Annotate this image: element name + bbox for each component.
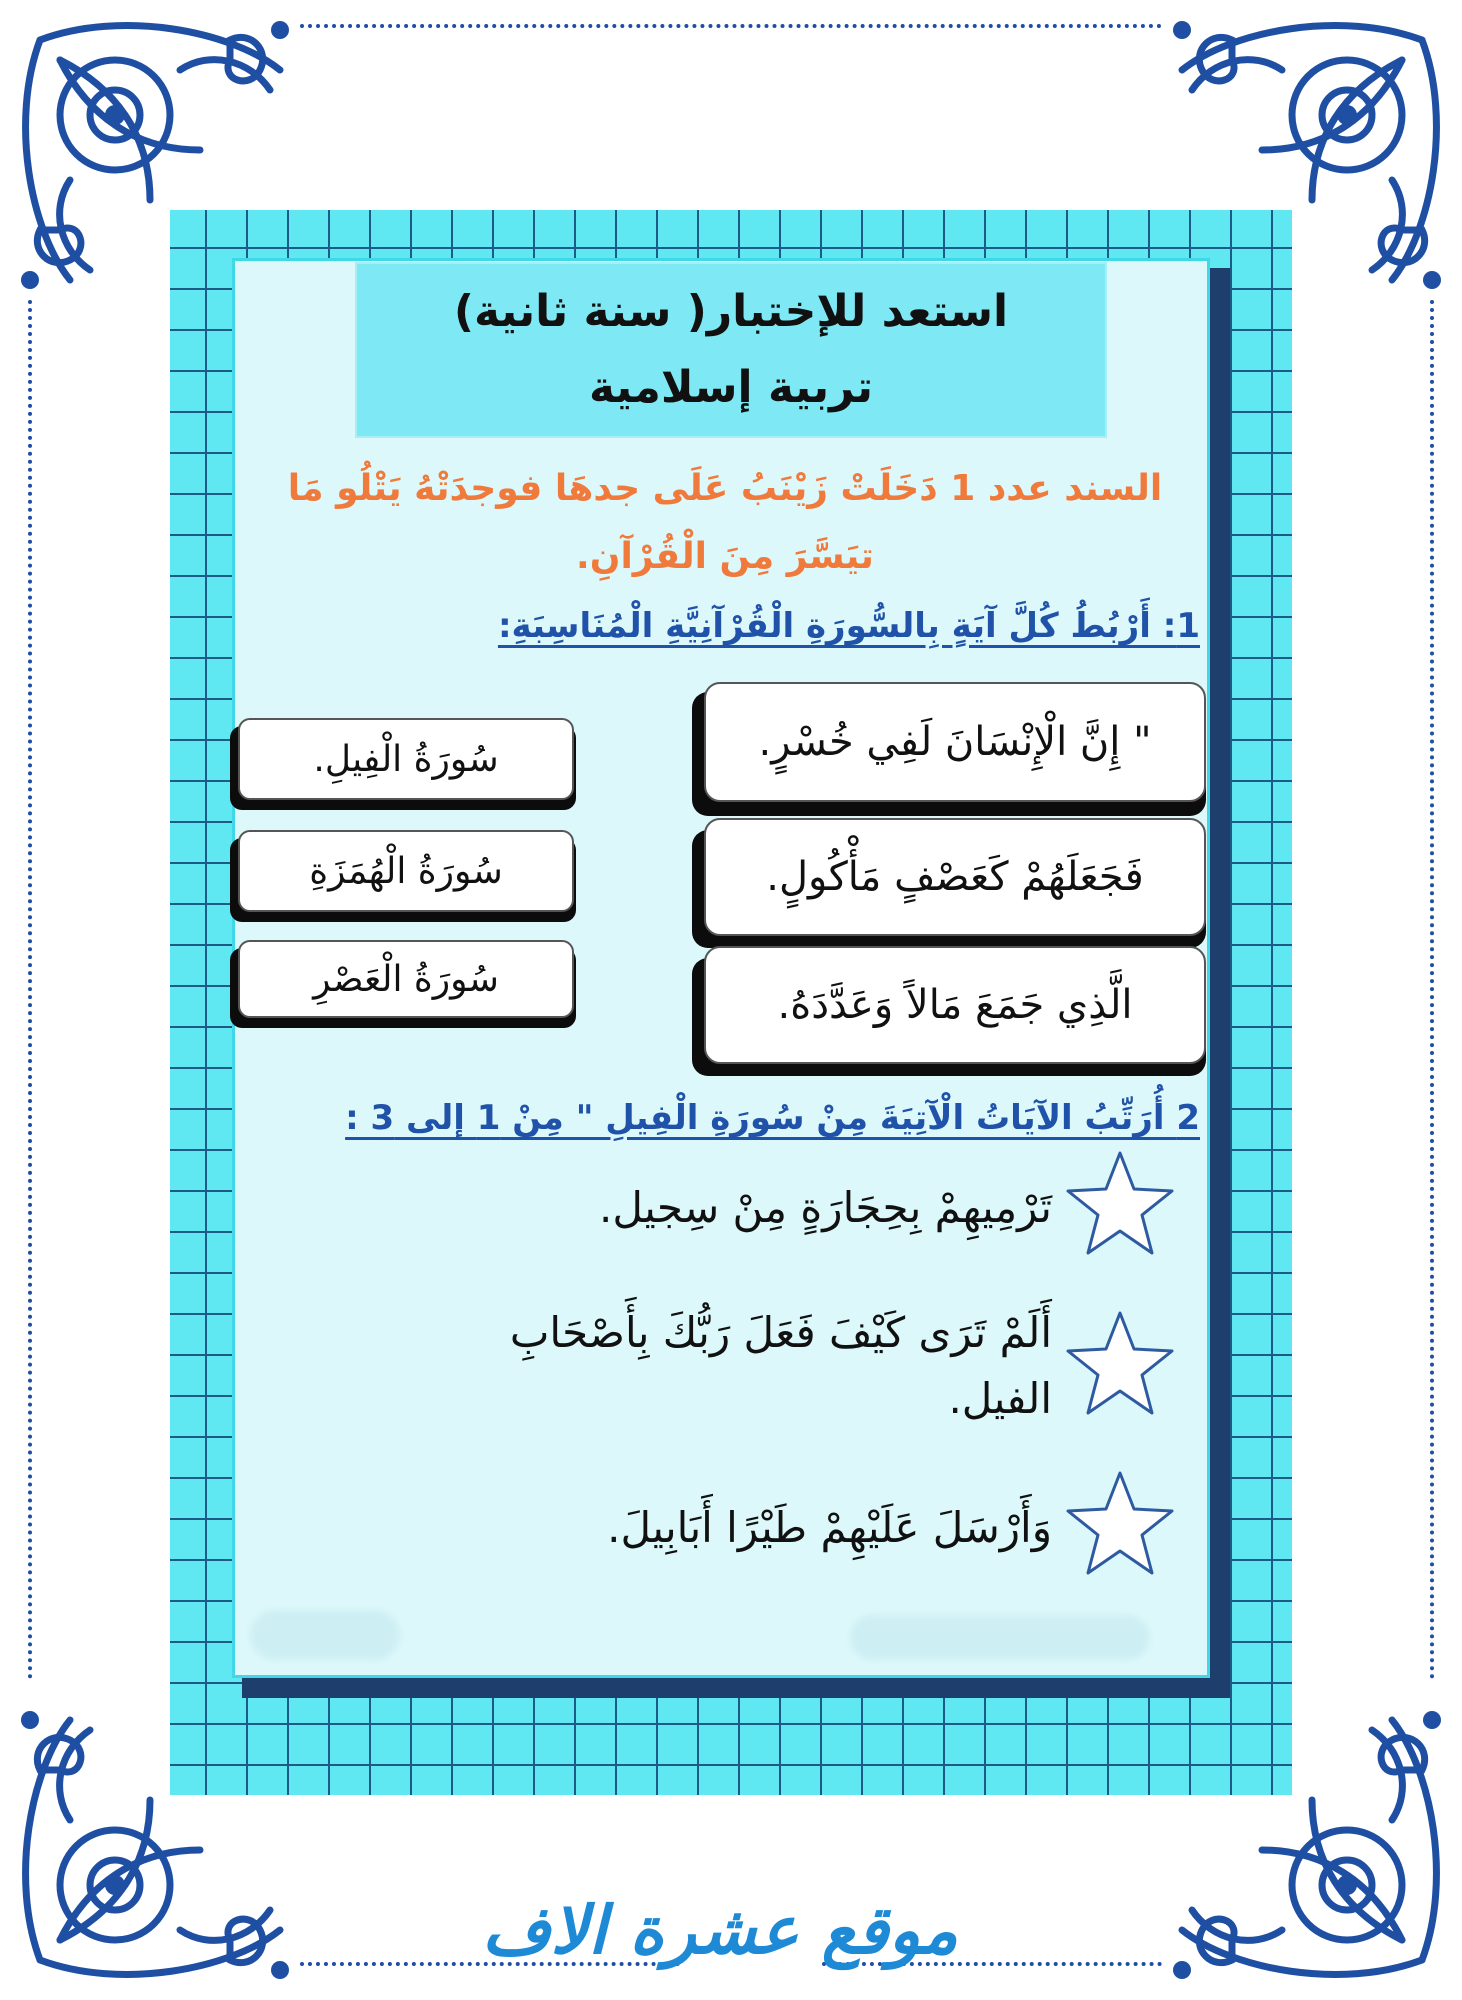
- surah-card-1[interactable]: [238, 718, 574, 800]
- page-title: استعد للإختبار( سنة ثانية): [453, 286, 1009, 337]
- ayah-text-2: فَجَعَلَهُمْ كَعَصْفٍ مَأْكُولٍ.: [766, 854, 1144, 900]
- verse-text-2: أَلَمْ تَرَى كَيْفَ فَعَلَ رَبُّكَ بِأَصْحَابِ الفيل.: [509, 1308, 1052, 1423]
- sanad-text: السند عدد 1 دَخَلَتْ زَيْنَبُ عَلَى جدهَا فوجدَتْهُ يَتْلُو مَا تيَسَّرَ مِنَ الْقُرْآنِ.: [287, 468, 1163, 577]
- verse-text-3: وَأَرْسَلَ عَلَيْهِمْ طَيْرًا أَبَابِيلَ.: [607, 1503, 1052, 1552]
- surah-text-2: سُورَةُ الْهُمَزَةِ: [309, 850, 503, 892]
- smudge: [250, 1610, 400, 1660]
- title-box: [355, 262, 1107, 438]
- ayah-text-1: " إِنَّ الْإِنْسَانَ لَفِي خُسْرٍ.: [758, 719, 1152, 765]
- ayah-card-2[interactable]: [704, 818, 1206, 936]
- ayah-card-3[interactable]: [704, 946, 1206, 1064]
- ayah-text-3: الَّذِي جَمَعَ مَالاً وَعَدَّدَهُ.: [777, 982, 1133, 1028]
- frame-border-left: [28, 300, 32, 1680]
- page-subtitle: تربية إسلامية: [588, 362, 874, 413]
- question1-title: 1: أَرْبُطُ كُلَّ آيَةٍ بِالسُّورَةِ الْقُرْآنِيَّةِ الْمُنَاسِبَةِ:: [497, 606, 1200, 646]
- star-outline-icon[interactable]: [1060, 1465, 1180, 1585]
- surah-text-3: سُورَةُ الْعَصْرِ: [313, 958, 499, 1000]
- surah-text-1: سُورَةُ الْفِيلِ.: [313, 738, 499, 780]
- footer-site-name: موقع عشرة الاف: [482, 1891, 958, 1969]
- star-outline-icon[interactable]: [1060, 1305, 1180, 1425]
- surah-card-3[interactable]: [238, 940, 574, 1018]
- frame-border-top: [300, 24, 1162, 28]
- star-outline-icon[interactable]: [1060, 1145, 1180, 1265]
- ayah-card-1[interactable]: [704, 682, 1206, 802]
- verse-text-1: تَرْمِيهِمْ بِحِجَارَةٍ مِنْ سِجيل.: [599, 1183, 1052, 1232]
- question2-title: 2 أُرَتِّبُ الآيَاتُ الْآتِيَةَ مِنْ سُورَةِ الْفِيلِ " مِنْ 1 إلى 3 :: [345, 1098, 1200, 1138]
- surah-card-2[interactable]: [238, 830, 574, 912]
- smudge: [850, 1615, 1150, 1660]
- frame-border-right: [1430, 300, 1434, 1680]
